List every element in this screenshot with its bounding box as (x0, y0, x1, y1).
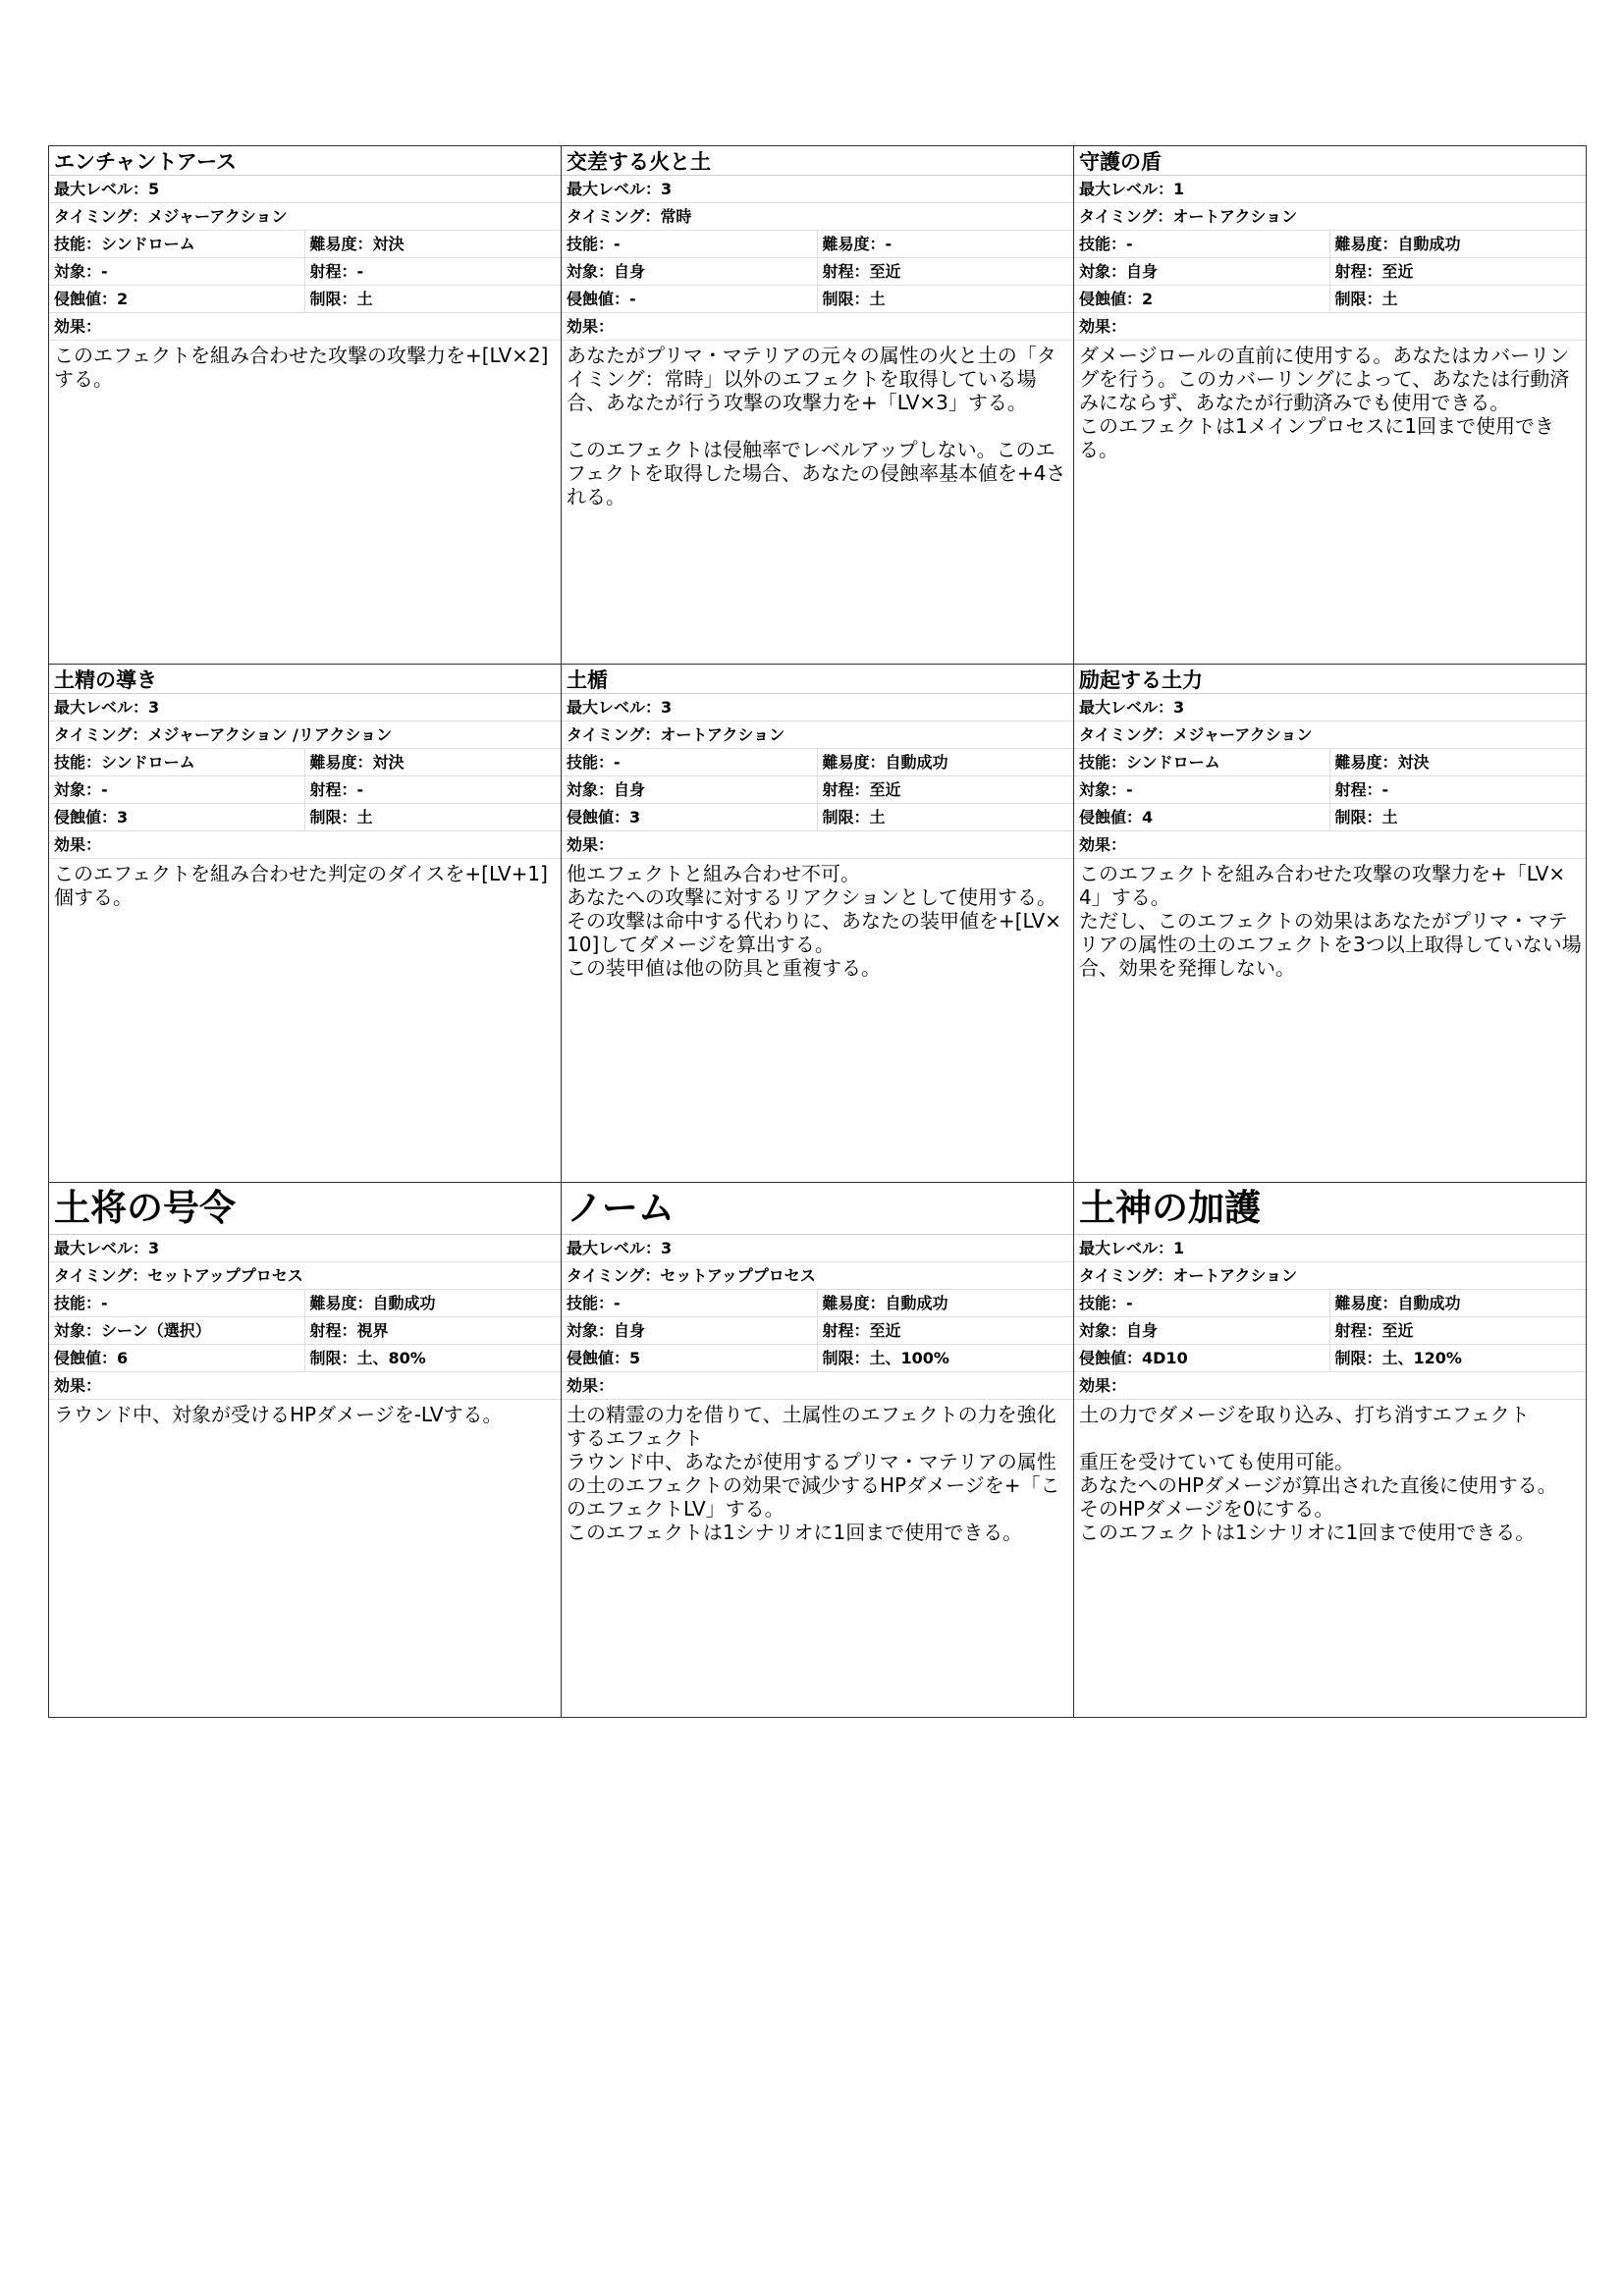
target-range-row (1074, 776, 1586, 804)
encroach-cell (1074, 286, 1330, 312)
range-cell (818, 776, 1074, 803)
effect-text: このエフェクトを組み合わせた攻撃の攻撃力を+[LV×2]する。 (54, 344, 549, 391)
timing-line (1074, 1262, 1586, 1290)
target-label: 対象： (567, 262, 615, 281)
timing-label: タイミング： (1079, 1266, 1173, 1285)
difficulty-cell (1330, 749, 1587, 775)
limit-value: 土 (356, 290, 373, 308)
max-level-label: 最大レベル： (54, 698, 149, 717)
timing-line (562, 1262, 1073, 1290)
range-value: 至近 (869, 780, 901, 799)
encroach-value: 4 (1142, 808, 1154, 827)
timing-value: 常時 (660, 207, 692, 226)
encroach-limit-row (1074, 286, 1586, 313)
encroach-value: 4D10 (1142, 1349, 1188, 1367)
difficulty-label: 難易度： (309, 235, 373, 253)
target-range-row (562, 1317, 1073, 1345)
max-level-label: 最大レベル： (54, 1239, 149, 1257)
limit-label: 制限： (1334, 290, 1382, 308)
max-level-label: 最大レベル： (54, 180, 149, 198)
effect-card (49, 1183, 562, 1718)
effect-label: 効果： (562, 1372, 1073, 1400)
range-value: 至近 (1381, 1321, 1414, 1340)
effect-label: 効果： (49, 313, 561, 341)
skill-value: シンドローム (101, 235, 195, 253)
max-level-value: 3 (661, 180, 673, 198)
target-cell (1074, 776, 1330, 803)
encroach-label: 侵蝕値： (1079, 808, 1143, 827)
max-level-label: 最大レベル： (1079, 698, 1174, 717)
range-value: - (1381, 780, 1389, 799)
effect-card (1074, 1183, 1587, 1718)
target-value: - (101, 780, 108, 799)
effect-label: 効果： (562, 831, 1073, 859)
encroach-label: 侵蝕値： (567, 808, 630, 827)
encroach-cell (562, 1345, 818, 1371)
limit-cell (305, 804, 562, 830)
encroach-value: 2 (1142, 290, 1154, 308)
max-level-label: 最大レベル： (567, 1239, 662, 1257)
timing-label: タイミング： (1079, 725, 1173, 744)
difficulty-cell (305, 231, 562, 257)
target-value: シーン（選択） (101, 1321, 211, 1340)
difficulty-cell (818, 1290, 1074, 1316)
difficulty-value: 対決 (372, 753, 405, 772)
max-level-value: 3 (1173, 698, 1185, 717)
timing-line (49, 203, 561, 231)
range-label: 射程： (1334, 1321, 1382, 1340)
limit-label: 制限： (309, 808, 357, 827)
range-value: 至近 (869, 1321, 901, 1340)
limit-value: 土 (1381, 290, 1398, 308)
skill-label: 技能： (1079, 235, 1127, 253)
target-label: 対象： (54, 262, 102, 281)
range-label: 射程： (309, 1321, 357, 1340)
effect-text: このエフェクトを組み合わせた判定のダイスを+[LV+1]個する。 (54, 862, 548, 909)
encroach-limit-row (562, 286, 1073, 313)
difficulty-cell (305, 749, 562, 775)
effect-name: 守護の盾 (1074, 146, 1586, 176)
difficulty-value: 自動成功 (372, 1294, 436, 1312)
card-row (49, 146, 1587, 665)
range-cell (1330, 1317, 1587, 1344)
target-range-row (562, 258, 1073, 286)
difficulty-value: 自動成功 (885, 753, 948, 772)
max-level-line (1074, 694, 1586, 721)
range-cell (818, 1317, 1074, 1344)
max-level-label: 最大レベル： (567, 698, 662, 717)
max-level-value: 3 (661, 698, 673, 717)
target-label: 対象： (54, 1321, 102, 1340)
difficulty-label: 難易度： (822, 235, 886, 253)
target-range-row (49, 1317, 561, 1345)
effect-name: 土精の導き (49, 665, 561, 694)
effect-name: 励起する土力 (1074, 665, 1586, 694)
encroach-cell (1074, 1345, 1330, 1371)
range-cell (818, 258, 1074, 285)
effect-card (49, 665, 562, 1183)
max-level-label: 最大レベル： (1079, 180, 1174, 198)
skill-difficulty-row (1074, 749, 1586, 776)
skill-label: 技能： (54, 753, 102, 772)
timing-label: タイミング： (54, 1266, 148, 1285)
timing-label: タイミング： (54, 207, 148, 226)
skill-difficulty-row (562, 1290, 1073, 1317)
target-label: 対象： (54, 780, 102, 799)
skill-label: 技能： (567, 235, 615, 253)
target-cell (49, 1317, 305, 1344)
max-level-line (49, 1235, 561, 1262)
limit-cell (818, 804, 1074, 830)
timing-label: タイミング： (54, 725, 148, 744)
target-value: 自身 (614, 780, 646, 799)
effect-card (49, 146, 562, 665)
difficulty-label: 難易度： (309, 753, 373, 772)
encroach-cell (562, 804, 818, 830)
target-value: - (101, 262, 108, 281)
range-value: - (356, 780, 364, 799)
target-range-row (49, 776, 561, 804)
target-range-row (1074, 1317, 1586, 1345)
effect-label: 効果： (1074, 1372, 1586, 1400)
limit-cell (1330, 1345, 1587, 1371)
encroach-value: 3 (629, 808, 641, 827)
difficulty-value: 自動成功 (1397, 1294, 1461, 1312)
skill-label: 技能： (54, 235, 102, 253)
timing-line (1074, 721, 1586, 749)
encroach-label: 侵蝕値： (1079, 290, 1143, 308)
target-label: 対象： (567, 780, 615, 799)
range-value: - (356, 262, 364, 281)
target-cell (1074, 258, 1330, 285)
effect-name: 土将の号令 (49, 1183, 561, 1235)
encroach-value: - (629, 290, 636, 308)
difficulty-cell (1330, 1290, 1587, 1316)
timing-line (1074, 203, 1586, 231)
effect-text: 土の力でダメージを取り込み、打ち消すエフェクト 重圧を受けていても使用可能。 あなたへのHPダメージが算出された直後に使用する。 そのHPダメージを0にする。 このエフェクトは1シナリオに1回まで使用できる。 (1079, 1403, 1557, 1544)
target-range-row (562, 776, 1073, 804)
max-level-value: 1 (1173, 1239, 1185, 1257)
effect-name: 交差する火と土 (562, 146, 1073, 176)
range-cell (1330, 776, 1587, 803)
max-level-line (562, 1235, 1073, 1262)
target-label: 対象： (567, 1321, 615, 1340)
effect-card (562, 146, 1074, 665)
effect-label: 効果： (49, 831, 561, 859)
max-level-line (49, 694, 561, 721)
limit-cell (305, 1345, 562, 1371)
difficulty-value: - (885, 235, 893, 253)
skill-difficulty-row (49, 749, 561, 776)
difficulty-label: 難易度： (1334, 235, 1398, 253)
max-level-line (562, 176, 1073, 203)
limit-label: 制限： (309, 1349, 357, 1367)
target-value: 自身 (1126, 262, 1159, 281)
encroach-value: 6 (117, 1349, 129, 1367)
encroach-label: 侵蝕値： (567, 1349, 630, 1367)
skill-value: シンドローム (1126, 753, 1220, 772)
range-cell (305, 258, 562, 285)
limit-label: 制限： (309, 290, 357, 308)
limit-cell (1330, 804, 1587, 830)
target-cell (49, 776, 305, 803)
effect-label: 効果： (1074, 831, 1586, 859)
timing-line (49, 721, 561, 749)
max-level-label: 最大レベル： (567, 180, 662, 198)
effect-name: 土神の加護 (1074, 1183, 1586, 1235)
timing-line (562, 721, 1073, 749)
encroach-cell (562, 286, 818, 312)
skill-value: - (101, 1294, 108, 1312)
effect-label: 効果： (49, 1372, 561, 1400)
difficulty-value: 自動成功 (885, 1294, 948, 1312)
range-label: 射程： (822, 262, 870, 281)
encroach-cell (1074, 804, 1330, 830)
timing-value: オートアクション (1172, 1266, 1298, 1285)
target-cell (562, 776, 818, 803)
effect-card (1074, 665, 1587, 1183)
target-cell (562, 1317, 818, 1344)
target-label: 対象： (1079, 262, 1127, 281)
encroach-limit-row (49, 804, 561, 831)
encroach-label: 侵蝕値： (54, 1349, 118, 1367)
encroach-value: 5 (629, 1349, 641, 1367)
timing-label: タイミング： (567, 1266, 661, 1285)
effect-text: あなたがプリマ・マテリアの元々の属性の火と土の「タイミング：常時」以外のエフェクトを取得している場合、あなたが行う攻撃の攻撃力を+「LV×3」する。 このエフェクトは侵触率でレベルアップしない。このエフェクトを取得した場合、あなたの侵蝕率基本値を+4される。 (567, 344, 1066, 508)
difficulty-cell (818, 231, 1074, 257)
effect-name: エンチャントアース (49, 146, 561, 176)
timing-value: メジャーアクション /リアクション (147, 725, 393, 744)
encroach-limit-row (1074, 1345, 1586, 1372)
difficulty-label: 難易度： (822, 1294, 886, 1312)
max-level-line (562, 694, 1073, 721)
skill-difficulty-row (1074, 1290, 1586, 1317)
target-cell (1074, 1317, 1330, 1344)
effect-name: 土楯 (562, 665, 1073, 694)
effect-text: 他エフェクトと組み合わせ不可。 あなたへの攻撃に対するリアクションとして使用する。 その攻撃は命中する代わりに、あなたの装甲値を+[LV×10]してダメージを算出する。 この装甲値は他の防具と重複する。 (567, 862, 1061, 980)
skill-value: シンドローム (101, 753, 195, 772)
limit-cell (305, 286, 562, 312)
max-level-label: 最大レベル： (1079, 1239, 1174, 1257)
limit-label: 制限： (1334, 808, 1382, 827)
target-range-row (49, 258, 561, 286)
limit-value: 土 (356, 808, 373, 827)
max-level-value: 3 (148, 698, 160, 717)
limit-label: 制限： (822, 290, 870, 308)
max-level-value: 3 (148, 1239, 160, 1257)
timing-value: セットアッププロセス (147, 1266, 303, 1285)
encroach-cell (49, 1345, 305, 1371)
encroach-label: 侵蝕値： (54, 808, 118, 827)
effect-label: 効果： (562, 313, 1073, 341)
max-level-line (1074, 1235, 1586, 1262)
range-label: 射程： (309, 262, 357, 281)
difficulty-cell (305, 1290, 562, 1316)
target-label: 対象： (1079, 780, 1127, 799)
limit-value: 土、100% (869, 1349, 949, 1367)
encroach-value: 2 (117, 290, 129, 308)
max-level-line (1074, 176, 1586, 203)
max-level-value: 3 (661, 1239, 673, 1257)
effect-label: 効果： (1074, 313, 1586, 341)
skill-value: - (1126, 1294, 1133, 1312)
range-value: 至近 (1381, 262, 1414, 281)
difficulty-cell (818, 749, 1074, 775)
skill-cell (49, 231, 305, 257)
effect-sheet (48, 145, 1587, 1718)
difficulty-label: 難易度： (822, 753, 886, 772)
effect-name: ノーム (562, 1183, 1073, 1235)
encroach-cell (49, 804, 305, 830)
difficulty-label: 難易度： (309, 1294, 373, 1312)
limit-value: 土、120% (1381, 1349, 1462, 1367)
encroach-value: 3 (117, 808, 129, 827)
effect-card (562, 1183, 1074, 1718)
target-value: 自身 (614, 262, 646, 281)
limit-label: 制限： (1334, 1349, 1382, 1367)
difficulty-cell (1330, 231, 1587, 257)
skill-label: 技能： (1079, 1294, 1127, 1312)
skill-cell (1074, 749, 1330, 775)
effect-card (562, 665, 1074, 1183)
skill-difficulty-row (562, 231, 1073, 258)
effect-card (1074, 146, 1587, 665)
skill-difficulty-row (562, 749, 1073, 776)
difficulty-value: 対決 (1397, 753, 1430, 772)
skill-cell (1074, 231, 1330, 257)
timing-value: オートアクション (660, 725, 785, 744)
timing-label: タイミング： (567, 725, 661, 744)
skill-value: - (614, 235, 621, 253)
skill-cell (1074, 1290, 1330, 1316)
effect-text: ラウンド中、対象が受けるHPダメージを-LVする。 (54, 1403, 503, 1426)
skill-label: 技能： (567, 753, 615, 772)
encroach-label: 侵蝕値： (567, 290, 630, 308)
effect-text: 土の精霊の力を借りて、土属性のエフェクトの力を強化するエフェクト ラウンド中、あなたが使用するプリマ・マテリアの属性の土のエフェクトの効果で減少するHPダメージを+「このエフェクトLV」する。 このエフェクトは1シナリオに1回まで使用できる。 (567, 1403, 1060, 1544)
skill-difficulty-row (1074, 231, 1586, 258)
effect-text: このエフェクトを組み合わせた攻撃の攻撃力を+「LV×4」する。 ただし、このエフェクトの効果はあなたがプリマ・マテリアの属性の土のエフェクトを3つ以上取得していない場合、効果を発揮しない。 (1079, 862, 1582, 980)
encroach-label: 侵蝕値： (1079, 1349, 1143, 1367)
target-range-row (1074, 258, 1586, 286)
card-row (49, 665, 1587, 1183)
range-cell (305, 776, 562, 803)
skill-cell (562, 231, 818, 257)
skill-difficulty-row (49, 1290, 561, 1317)
skill-value: - (1126, 235, 1133, 253)
range-label: 射程： (822, 1321, 870, 1340)
timing-line (49, 1262, 561, 1290)
max-level-line (49, 176, 561, 203)
target-label: 対象： (1079, 1321, 1127, 1340)
skill-cell (49, 749, 305, 775)
range-label: 射程： (822, 780, 870, 799)
skill-cell (562, 1290, 818, 1316)
range-label: 射程： (309, 780, 357, 799)
limit-cell (818, 1345, 1074, 1371)
difficulty-value: 対決 (372, 235, 405, 253)
encroach-limit-row (562, 804, 1073, 831)
skill-cell (49, 1290, 305, 1316)
effect-text: ダメージロールの直前に使用する。あなたはカバーリングを行う。このカバーリングによって、あなたは行動済みにならず、あなたが行動済みでも使用できる。 このエフェクトは1メインプロセスに1回まで使用できる。 (1079, 344, 1570, 461)
timing-value: オートアクション (1172, 207, 1298, 226)
encroach-limit-row (49, 286, 561, 313)
limit-value: 土 (869, 808, 886, 827)
timing-value: メジャーアクション (147, 207, 288, 226)
target-value: 自身 (614, 1321, 646, 1340)
limit-value: 土 (1381, 808, 1398, 827)
difficulty-value: 自動成功 (1397, 235, 1461, 253)
limit-value: 土、80% (356, 1349, 426, 1367)
timing-line (562, 203, 1073, 231)
max-level-value: 5 (148, 180, 160, 198)
skill-value: - (614, 753, 621, 772)
range-label: 射程： (1334, 780, 1382, 799)
limit-cell (1330, 286, 1587, 312)
skill-label: 技能： (567, 1294, 615, 1312)
timing-value: セットアッププロセス (660, 1266, 816, 1285)
limit-label: 制限： (822, 808, 870, 827)
skill-label: 技能： (1079, 753, 1127, 772)
encroach-label: 侵蝕値： (54, 290, 118, 308)
skill-label: 技能： (54, 1294, 102, 1312)
target-value: - (1126, 780, 1133, 799)
target-value: 自身 (1126, 1321, 1159, 1340)
range-value: 視界 (356, 1321, 389, 1340)
encroach-limit-row (49, 1345, 561, 1372)
timing-label: タイミング： (1079, 207, 1173, 226)
difficulty-label: 難易度： (1334, 1294, 1398, 1312)
range-value: 至近 (869, 262, 901, 281)
skill-difficulty-row (49, 231, 561, 258)
encroach-limit-row (1074, 804, 1586, 831)
difficulty-label: 難易度： (1334, 753, 1398, 772)
target-cell (49, 258, 305, 285)
encroach-cell (49, 286, 305, 312)
target-cell (562, 258, 818, 285)
timing-value: メジャーアクション (1172, 725, 1313, 744)
skill-cell (562, 749, 818, 775)
card-row (49, 1183, 1587, 1718)
range-cell (1330, 258, 1587, 285)
limit-label: 制限： (822, 1349, 870, 1367)
limit-cell (818, 286, 1074, 312)
max-level-value: 1 (1173, 180, 1185, 198)
skill-value: - (614, 1294, 621, 1312)
timing-label: タイミング： (567, 207, 661, 226)
range-cell (305, 1317, 562, 1344)
range-label: 射程： (1334, 262, 1382, 281)
encroach-limit-row (562, 1345, 1073, 1372)
limit-value: 土 (869, 290, 886, 308)
